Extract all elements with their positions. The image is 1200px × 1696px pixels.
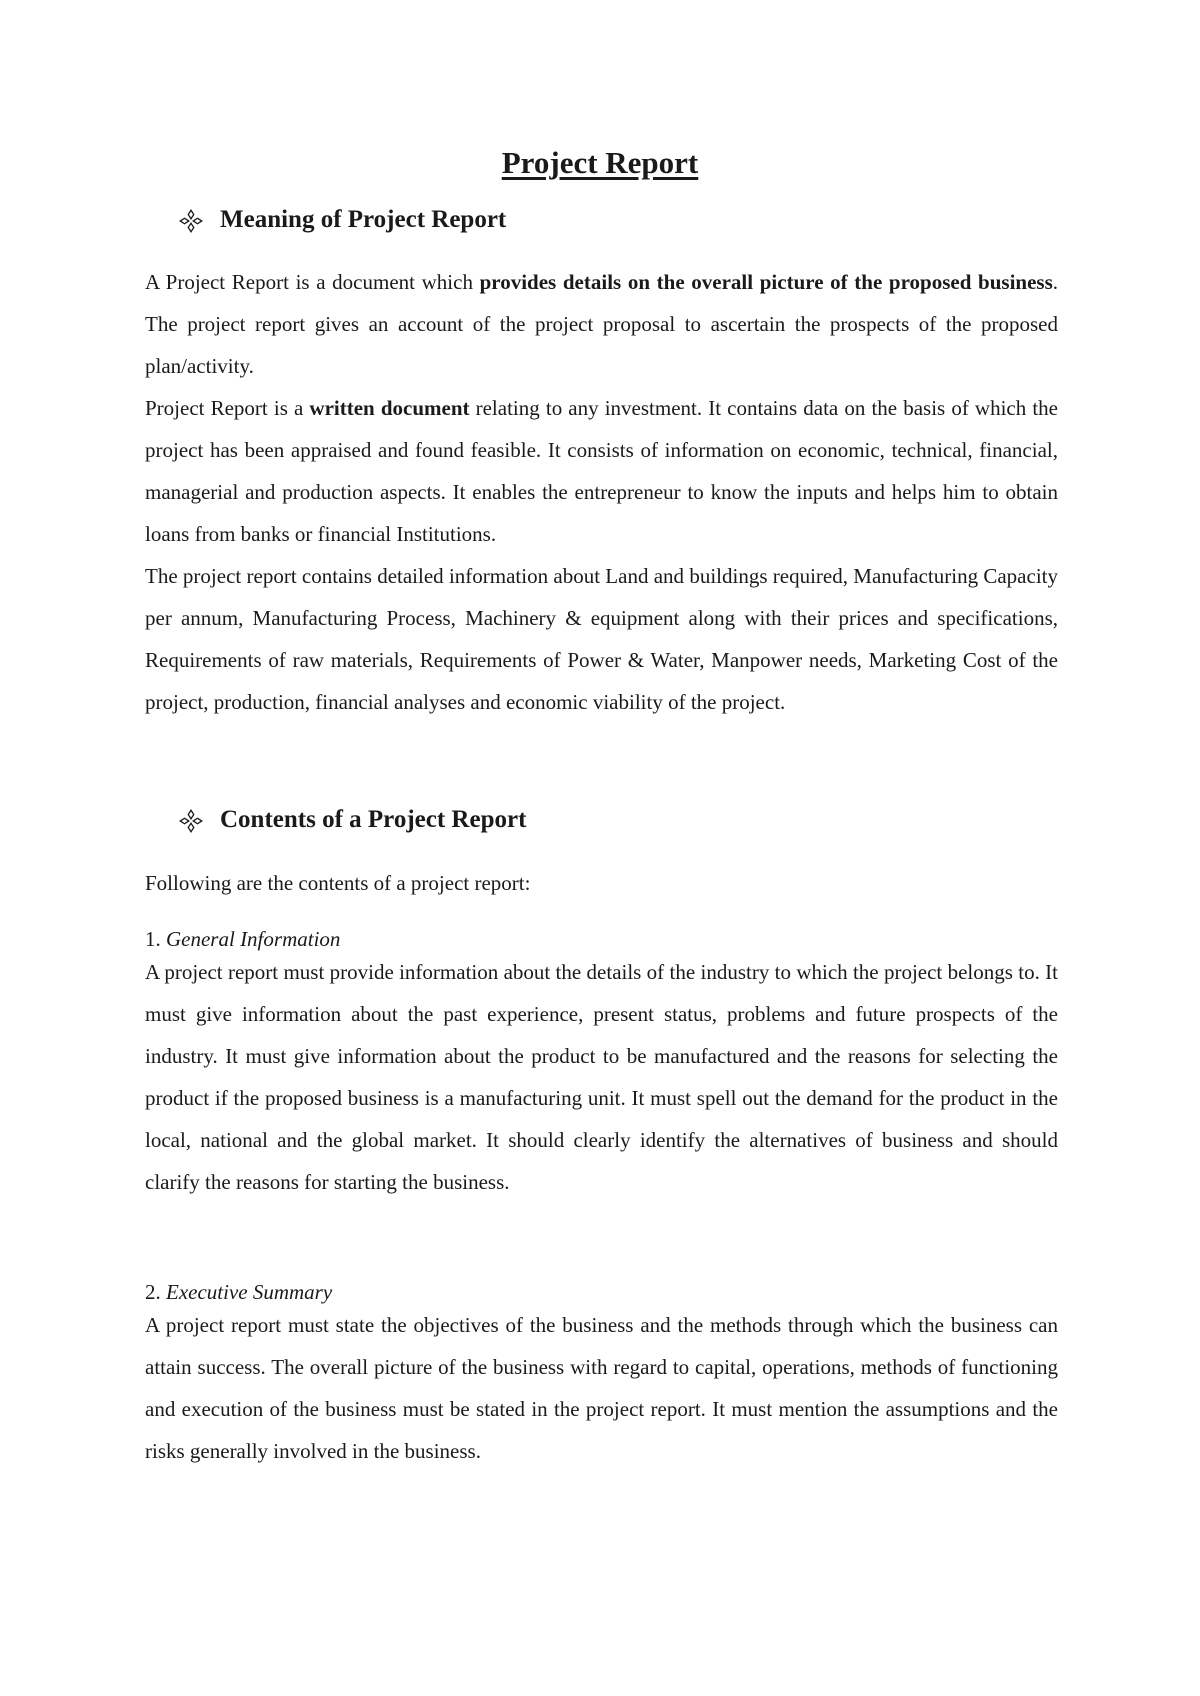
paragraph-meaning-1: A Project Report is a document which provides details on the overall picture of the proposed business. The project report gives an account of the project proposal to ascertain the prospects of the proposed plan/activity. xyxy=(145,270,1058,378)
section-heading-contents: Contents of a Project Report xyxy=(220,806,527,833)
list-item-number: 2. xyxy=(145,1280,161,1304)
list-item-title: General Information xyxy=(166,927,341,951)
contents-intro: Following are the contents of a project report: xyxy=(145,871,531,895)
list-item-body: A project report must state the objectives of the business and the methods through which the business can attain success. The overall picture of the business with regard to capital, operations, methods of functioning and execution of the business must be stated in the project report. It must mention the assumptions and the risks generally involved in the business. xyxy=(145,1313,1058,1463)
paragraph-meaning-2: Project Report is a written document relating to any investment. It contains data on the basis of which the project has been appraised and found feasible. It consists of information on economic, technical, financial, managerial and production aspects. It enables the entrepreneur to know the inputs and helps him to obtain loans from banks or financial Institutions. xyxy=(145,396,1059,546)
page-title: Project Report xyxy=(501,145,699,180)
list-item-number: 1. xyxy=(145,927,161,951)
list-item-heading xyxy=(145,1277,332,1307)
paragraph-meaning-3: The project report contains detailed information about Land and buildings required, Manufacturing Capacity per annum, Manufacturing Process, Machinery & equipment along with their prices and specifications, Requirements of raw materials, Requirements of Power & Water, Manpower needs, Marketing Cost of the project, production, financial analyses and economic viability of the project. xyxy=(145,564,1058,714)
section-heading-meaning: Meaning of Project Report xyxy=(220,206,507,233)
list-item-title: Executive Summary xyxy=(166,1280,333,1304)
list-item-heading xyxy=(145,924,340,954)
four-diamond-bullet-icon xyxy=(178,208,204,234)
list-item-body: A project report must provide information about the details of the industry to which the project belongs to. It must give information about the past experience, present status, problems and future prospects of the industry. It must give information about the product to be manufactured and the reasons for selecting the product if the proposed business is a manufacturing unit. It must spell out the demand for the product in the local, national and the global market. It should clearly identify the alternatives of business and should clarify the reasons for starting the business. xyxy=(145,960,1058,1194)
four-diamond-bullet-icon xyxy=(178,808,204,834)
